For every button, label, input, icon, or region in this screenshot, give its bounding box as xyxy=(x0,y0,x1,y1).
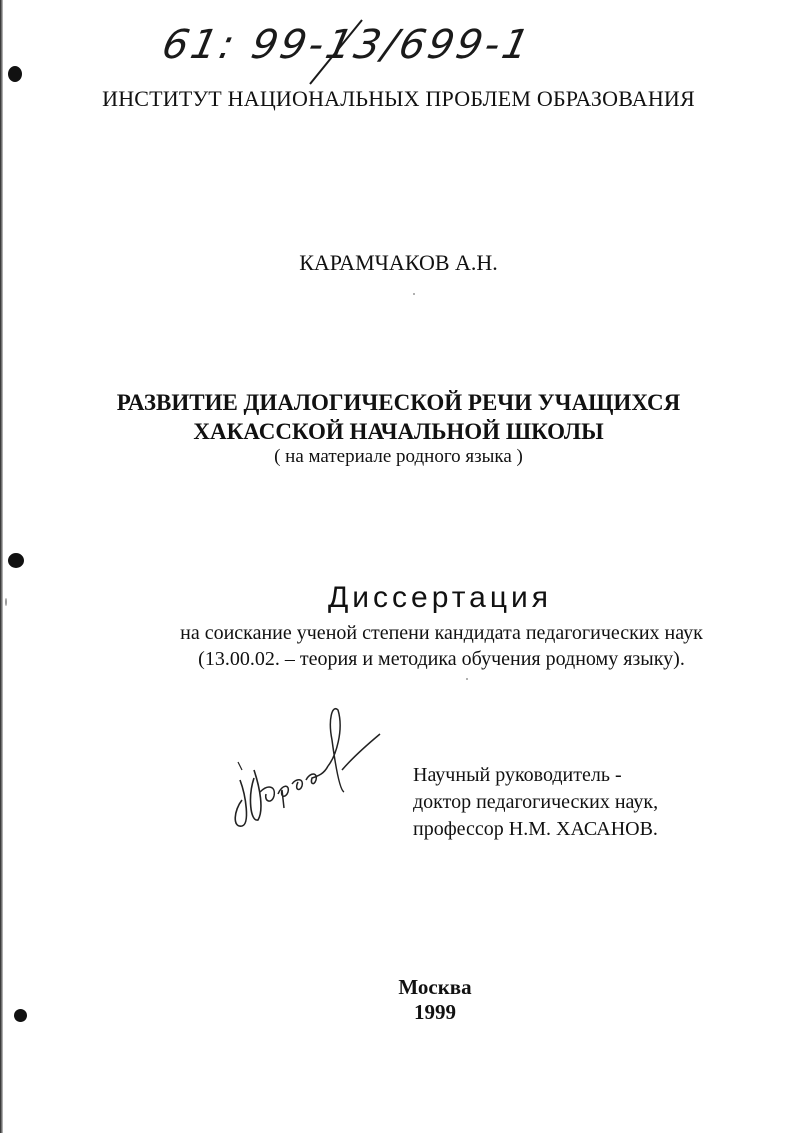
publication-year: 1999 xyxy=(414,1000,456,1024)
supervisor-line-2: доктор педагогических наук, xyxy=(413,791,659,813)
punch-hole-mark xyxy=(8,553,24,568)
degree-line-2: (13.00.02. – теория и методика обучения родному языку). xyxy=(198,648,685,670)
scan-speck xyxy=(466,678,468,680)
supervisor-line-3: профессор Н.М. ХАСАНОВ. xyxy=(413,818,658,840)
archive-code: 61: 99-13/699-1 xyxy=(158,22,536,68)
place-and-year xyxy=(0,975,797,1025)
title-line-2: ХАКАССКОЙ НАЧАЛЬНОЙ ШКОЛЫ xyxy=(193,419,604,444)
scan-speck xyxy=(5,598,7,606)
scientific-supervisor xyxy=(413,762,658,843)
handwritten-signature xyxy=(220,700,390,840)
institute-name: ИНСТИТУТ НАЦИОНАЛЬНЫХ ПРОБЛЕМ ОБРАЗОВАНИЯ xyxy=(102,86,695,111)
author-name: КАРАМЧАКОВ А.Н. xyxy=(299,250,498,275)
scan-speck xyxy=(413,293,415,295)
punch-hole-mark xyxy=(8,66,22,82)
city-name: Москва xyxy=(398,975,472,999)
degree-statement xyxy=(0,620,797,672)
degree-line-1: на соискание ученой степени кандидата педагогических наук xyxy=(180,622,703,644)
title-subtitle: ( на материале родного языка ) xyxy=(274,446,523,467)
title-line-1: РАЗВИТИЕ ДИАЛОГИЧЕСКОЙ РЕЧИ УЧАЩИХСЯ xyxy=(116,390,681,415)
dissertation-title xyxy=(0,388,797,446)
supervisor-line-1: Научный руководитель - xyxy=(413,764,622,786)
archive-slash-stroke xyxy=(300,18,370,88)
document-type: Диссертация xyxy=(327,581,553,614)
scan-border xyxy=(0,0,3,1133)
